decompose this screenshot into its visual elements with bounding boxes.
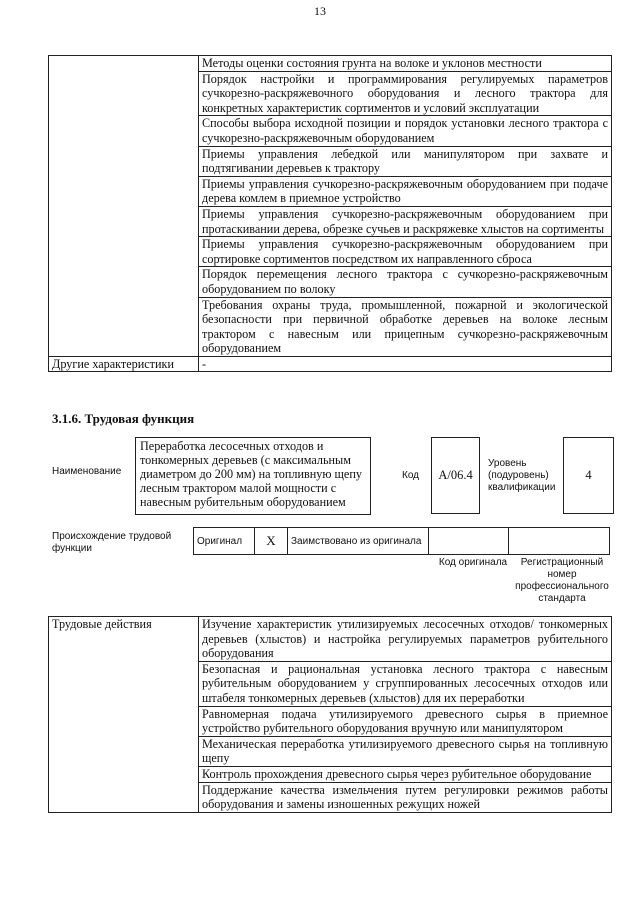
function-name-value: Переработка лесосечных отходов и тонкомерных деревьев (с максимальным диаметром до 200 мм) на топливную щепу лесным трактором малой мощности с навесным рубительным оборудованием bbox=[135, 437, 371, 515]
level-label: Уровень (подуровень) квалификации bbox=[488, 458, 556, 493]
knowledge-item: Методы оценки состояния грунта на волоке и уклонов местности bbox=[199, 56, 612, 72]
knowledge-item: Приемы управления лебедкой или манипулятором при захвате и подтягивании деревьев к трактору bbox=[199, 146, 612, 176]
table-row bbox=[49, 56, 612, 72]
borrowed-label: Заимствовано из оригинала bbox=[288, 528, 429, 555]
table-row bbox=[49, 617, 612, 662]
labor-action-item: Механическая переработка утилизируемого древесного сырья на топливную щепу bbox=[199, 736, 612, 766]
other-characteristics-value: - bbox=[199, 356, 612, 372]
code-original-caption: Код оригинала bbox=[438, 557, 508, 568]
origin-table bbox=[193, 527, 610, 555]
page-number: 13 bbox=[314, 4, 326, 18]
code-label: Код bbox=[402, 470, 420, 481]
labor-action-item: Контроль прохождения древесного сырья через рубительное оборудование bbox=[199, 766, 612, 782]
knowledge-label-cell bbox=[49, 56, 199, 357]
original-code-cell bbox=[429, 528, 509, 555]
knowledge-item: Приемы управления сучкорезно-раскряжевочным оборудованием при сортировке сортиментов посредством их направленного сброса bbox=[199, 237, 612, 267]
knowledge-item: Порядок перемещения лесного трактора с сучкорезно-раскряжевочным оборудованием по волоку bbox=[199, 267, 612, 297]
knowledge-item: Приемы управления сучкорезно-раскряжевочным оборудованием при подаче дерева комлем в приемное устройство bbox=[199, 176, 612, 206]
registration-number-cell bbox=[509, 528, 610, 555]
other-characteristics-label: Другие характеристики bbox=[49, 356, 199, 372]
section-title: 3.1.6. Трудовая функция bbox=[52, 411, 195, 426]
origin-label: Происхождение трудовой функции bbox=[52, 531, 172, 554]
level-value: 4 bbox=[563, 437, 614, 514]
knowledge-item: Требования охраны труда, промышленной, пожарной и экологической безопасности при первичной обработке деревьев на волоке лесным трактором с навесным или прицепным сучкорезно-раскряжевочным оборудованием bbox=[199, 297, 612, 356]
labor-action-item: Изучение характеристик утилизируемых лесосечных отходов/ тонкомерных деревьев (хлыстов) и настройка регулируемых параметров рубительного оборудования bbox=[199, 617, 612, 662]
knowledge-item: Приемы управления сучкорезно-раскряжевочным оборудованием при протаскивании дерева, обрезке сучьев и раскряжевке хлыстов на сортименты bbox=[199, 206, 612, 236]
labor-action-item: Поддержание качества измельчения путем регулировки режимов работы оборудования и замены изношенных режущих ножей bbox=[199, 782, 612, 812]
labor-actions-table bbox=[48, 616, 612, 813]
labor-action-item: Равномерная подача утилизируемого древесного сырья в приемное устройство рубительного оборудования вручную или манипулятором bbox=[199, 706, 612, 736]
knowledge-table bbox=[48, 55, 612, 372]
knowledge-item: Порядок настройки и программирования регулируемых параметров сучкорезно-раскряжевочного оборудования и лесного трактора для конкретных характеристик сортиментов и условий эксплуатации bbox=[199, 71, 612, 116]
name-label: Наименование bbox=[52, 466, 122, 477]
labor-action-item: Безопасная и рациональная установка лесного трактора с навесным рубительным оборудованием у сгруппированных лесосечных отходов или штабеля тонкомерных деревьев (хлыстов) для их переработки bbox=[199, 661, 612, 706]
table-row bbox=[49, 356, 612, 372]
original-mark: X bbox=[255, 528, 288, 555]
original-label: Оригинал bbox=[194, 528, 255, 555]
code-value: A/06.4 bbox=[431, 437, 480, 514]
labor-actions-label: Трудовые действия bbox=[49, 617, 199, 813]
registration-number-caption: Регистрационный номер профессионального стандарта bbox=[515, 557, 609, 604]
knowledge-item: Способы выбора исходной позиции и порядок установки лесного трактора с сучкорезно-раскряжевочным оборудованием bbox=[199, 116, 612, 146]
table-row bbox=[194, 528, 610, 555]
